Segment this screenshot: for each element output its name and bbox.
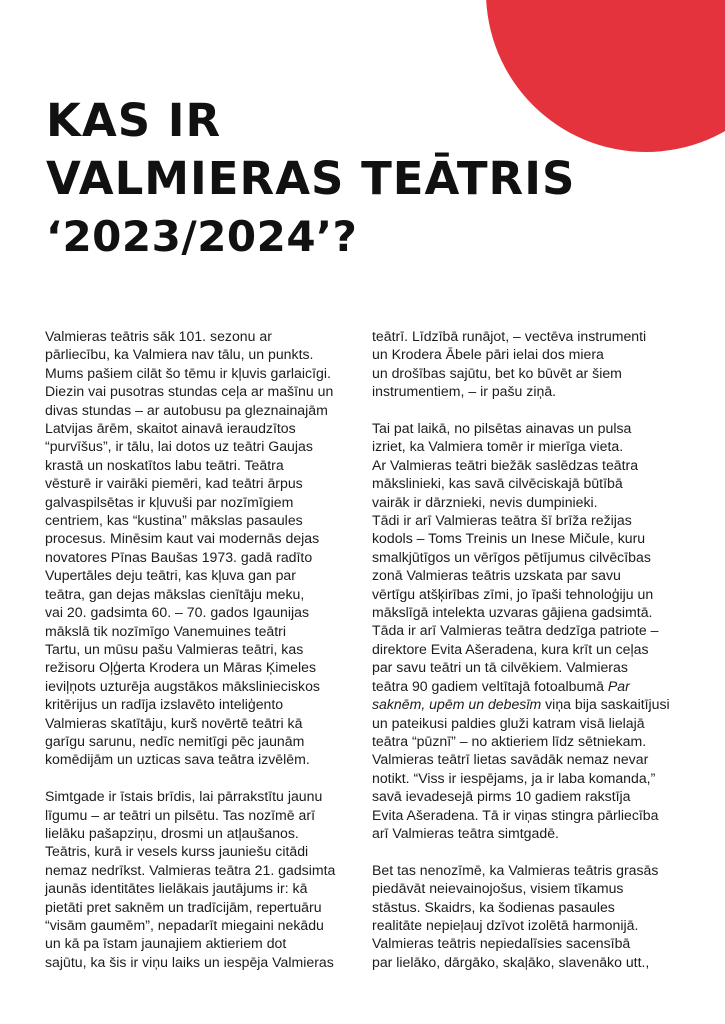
text-line: procesus. Minēsim kaut vai modernās dejas — [45, 530, 320, 547]
paragraph-gap — [372, 842, 690, 860]
text-line: teātrī. Līdzībā runājot, – vectēva instrumenti — [372, 328, 647, 344]
text-line: par lielāko, dārgāko, skaļāko, slavenāko utt., — [372, 953, 650, 970]
text-line: Ar Valmieras teātri biežāk saslēdzas teātra — [372, 456, 639, 473]
text-line: jaunās identitātes lielākais jautājums ir: kā — [45, 880, 308, 897]
left-text-column — [45, 327, 363, 971]
text-line: smalkjūtīgos un vērīgos pētījumus cilvēcības — [372, 548, 651, 565]
text-line: Valmieras teātrī lietas savādāk nemaz nevar — [372, 751, 649, 768]
right-text-column — [372, 327, 690, 971]
album-title-italic: saknēm, upēm un debesīm — [372, 696, 542, 713]
text-line: un kā pa īstam jaunajiem aktieriem dot — [45, 935, 287, 952]
text-line: mākslā tik nozīmīgo Vanemuines teātri — [45, 622, 287, 639]
text-line: stāstus. Skaidrs, ka šodienas pasaules — [372, 898, 615, 915]
text-line: kodols – Toms Treinis un Inese Mičule, kuru — [372, 530, 646, 547]
text-line: savā ievadesejā pirms 10 gadiem rakstīja — [372, 788, 631, 805]
text-line: Mums pašiem cilāt šo tēmu ir kļuvis garlaicīgi. — [45, 364, 331, 381]
paragraph-gap — [45, 769, 363, 787]
text-line: teātra “pūznī” – no aktieriem līdz sētniekam. — [372, 732, 647, 749]
text-line: Teātris, kurā ir vesels kurss jauniešu citādi — [45, 843, 309, 860]
text-line: Diezin vai pusotras stundas ceļa ar mašīnu un — [45, 383, 334, 400]
text-line: Tai pat laikā, no pilsētas ainavas un pulsa — [372, 420, 632, 437]
text-line: vairāk ir dārznieki, nevis dumpinieki. — [372, 493, 598, 510]
text-line: komēdijām un uzticas sava teātra izvēlēm. — [45, 751, 310, 768]
text-line: mākslīgā intelekta uzvaras gājiena gadsimtā. — [372, 604, 653, 621]
text-line: saknēm, upēm un debesīm viņa bija saskaitījusi — [372, 696, 670, 713]
text-line: sajūtu, ka šis ir viņu laiks un iespēja Valmieras — [45, 953, 334, 970]
text-line: vēsturē ir vairāki piemēri, kad teātri ārpus — [45, 475, 303, 492]
text-line: centriem, kas “kustina” mākslas pasaules — [45, 512, 303, 529]
text-line: vērtīgu atšķirības zīmi, jo īpaši tehnoloģiju un — [372, 585, 654, 602]
text-line: “visām gaumēm”, nepadarīt miegaini nekādu — [45, 916, 324, 933]
text-line: “purvīšus”, ir tālu, lai dotos uz teātri Gaujas — [45, 438, 313, 455]
text-line: līgumu – ar teātri un pilsētu. Tas nozīmē arī — [45, 806, 316, 823]
text-line: Valmieras teātris sāk 101. sezonu ar — [45, 328, 272, 344]
text-line: par savu teātri un tā cilvēkiem. Valmieras — [372, 659, 628, 676]
title-line: KAS IR — [46, 94, 222, 147]
text-line: un pateikusi paldies gluži katram visā lielajā — [372, 714, 645, 731]
text-line: režisoru Oļģerta Krodera un Māras Ķimeles — [45, 659, 317, 676]
title-line: VALMIERAS TEĀTRIS — [46, 152, 576, 205]
text-line: mākslinieki, kas savā cilvēciskajā būtībā — [372, 475, 623, 492]
paragraph-gap — [372, 401, 690, 419]
text-line: Valmieras teātris nepiedalīsies sacensībā — [372, 935, 631, 952]
text-line: Valmieras skatītāju, kurš novērtē teātri kā — [45, 714, 303, 731]
article-title — [46, 92, 575, 266]
text-line: novatores Pīnas Baušas 1973. gadā radīto — [45, 548, 313, 565]
text-line: nemaz nedrīkst. Valmieras teātra 21. gadsimta — [45, 861, 336, 878]
album-title-italic: Par — [607, 677, 630, 694]
text-line: garīgu sarunu, nedīc nemitīgi pēc jaunām — [45, 732, 305, 749]
text-line: realitāte nepieļauj dzīvot izolētā harmonijā. — [372, 916, 639, 933]
title-line: ‘2023/2024’? — [46, 212, 358, 261]
text-line: galvaspilsētas ir kļuvuši par nozīmīgiem — [45, 493, 294, 510]
text-line: piedāvāt neievainojošus, visiem tīkamus — [372, 880, 624, 897]
text-line: divas stundas – ar autobusu pa gleznainajām — [45, 401, 328, 418]
text-line: direktore Evita Ašeradena, kura krīt un ceļas — [372, 640, 649, 657]
text-line: teātra 90 gadiem veltītajā fotoalbumā Par — [372, 677, 630, 694]
text-line: Simtgade ir īstais brīdis, lai pārrakstītu jaunu — [45, 788, 323, 805]
text-line: Vupertāles deju teātri, kas kļuva gan par — [45, 567, 296, 584]
text-line: Bet tas nenozīmē, ka Valmieras teātris grasās — [372, 861, 659, 878]
text-line: pārliecību, ka Valmiera nav tālu, un punkts. — [45, 346, 314, 363]
text-line: vai 20. gadsimta 60. – 70. gados Igaunijas — [45, 604, 310, 621]
text-line: Tādi ir arī Valmieras teātra šī brīža režijas — [372, 512, 632, 529]
text-line: ieviļņots uzturēja augstākos mākslinieciskos — [45, 677, 320, 694]
text-line: lielāku pašapziņu, drosmi un atļaušanos. — [45, 824, 299, 841]
text-line: izriet, ka Valmiera tomēr ir mierīga vieta. — [372, 438, 624, 455]
text-line: teātra, gan dejas mākslas cienītāju meku, — [45, 585, 305, 602]
text-line: un Krodera Ābele pāri ielai dos miera — [372, 346, 604, 363]
text-line: instrumentiem, – ir pašu ziņā. — [372, 383, 557, 400]
text-line: Latvijas ārēm, skaitot ainavā ieraudzītos — [45, 420, 296, 437]
text-line: notikt. “Viss ir iespējams, ja ir laba komanda,” — [372, 769, 656, 786]
text-line: Tartu, un mūsu pašu Valmieras teātri, kas — [45, 640, 304, 657]
text-line: kritērijus un radīja izslavēto inteliģento — [45, 696, 284, 713]
text-line: Evita Ašeradena. Tā ir viņas stingra pārliecība — [372, 806, 659, 823]
text-line: un drošības sajūtu, bet ko būvēt ar šiem — [372, 364, 622, 381]
text-line: krastā un noskatītos labu teātri. Teātra — [45, 456, 284, 473]
text-line: arī Valmieras teātra simtgadē. — [372, 824, 559, 841]
text-line: Tāda ir arī Valmieras teātra dedzīga patriote – — [372, 622, 659, 639]
text-line: pietāti pret saknēm un tradīcijām, repertuāru — [45, 898, 322, 915]
text-line: zonā Valmieras teātris uzskata par savu — [372, 567, 621, 584]
